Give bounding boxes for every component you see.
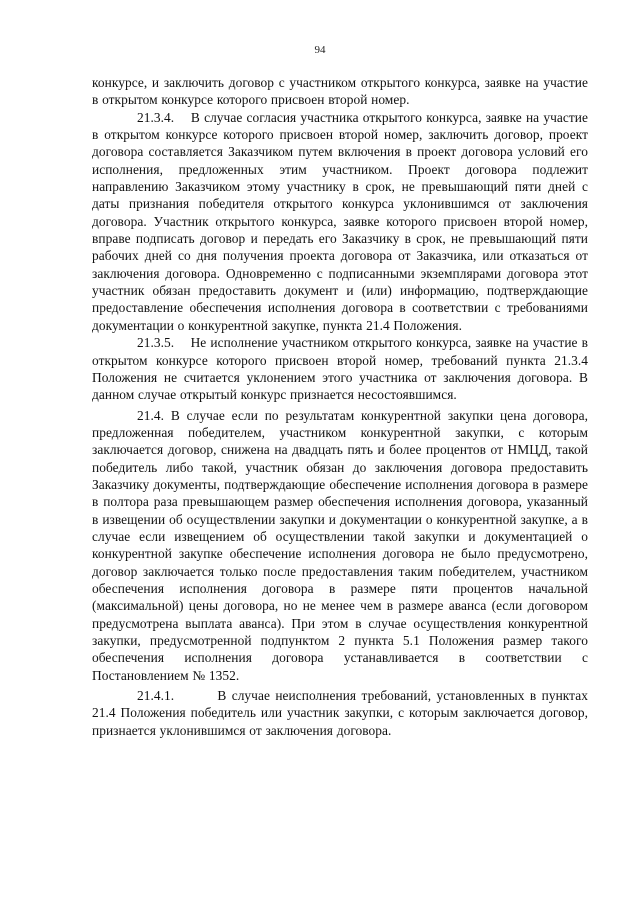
page-content [92,74,588,739]
paragraph-21-4-1: 21.4.1. В случае неисполнения требований, установленных в пунктах 21.4 Положения победитель или участник закупки, с которым заключается договор, признается уклонившимся от заключения договора. [92,688,588,738]
paragraph-continuation: конкурсе, и заключить договор с участником открытого конкурса, заявке на участие в открытом конкурсе которого присвоен второй номер. [92,75,588,108]
page-number: 94 [314,44,326,56]
paragraph-21-3-4: 21.3.4. В случае согласия участника открытого конкурса, заявке на участие в открытом конкурсе которого присвоен второй номер, заключить договор, проект договора составляется Заказчиком путем включения в проект договора условий его исполнения, предложенных этим участником. Проект договора подлежит направлению Заказчиком этому участнику в срок, не превышающий пяти дней с даты признания победителя открытого конкурса уклонившимся от заключения договора. Участник открытого конкурса, заявке которого присвоен второй номер, вправе подписать договор и передать его Заказчику в срок, не превышающий пяти рабочих дней со дня получения проекта договора от Заказчика, или отказаться от заключения договора. Одновременно с подписанными экземплярами договора этот участник обязан предоставить документ и (или) информацию, подтверждающие предоставление обеспечения исполнения договора в соответствии с требованиями документации о конкурентной закупке, пункта 21.4 Положения. [92,109,588,333]
paragraph-21-4: 21.4. В случае если по результатам конкурентной закупки цена договора, предложенная победителем, участником конкурентной закупки, с которым заключается договор, снижена на двадцать пять и более процентов от НМЦД, такой победитель либо такой, участник обязан до заключения договора предоставить Заказчику документы, подтверждающие обеспечение исполнения договора в размере в полтора раза превышающем размер обеспечения исполнения договора, указанный в извещении об осуществлении закупки и документации о конкурентной закупке, а в случае если извещением об осуществлении такой закупки и документацией о конкурентной закупке обеспечение исполнения договора не было предусмотрено, договор заключается только после предоставления таким победителем, участником обеспечения исполнения договора в размере пяти процентов начальной (максимальной) цены договора, но не менее чем в размере аванса (если договором предусмотрена выплата аванса). При этом в случае осуществления конкурентной закупки, предусмотренной подпунктом 2 пункта 5.1 Положения размер такого обеспечения исполнения договора устанавливается в соответствии с Постановлением № 1352. [92,407,588,683]
paragraph-21-3-5: 21.3.5. Не исполнение участником открытого конкурса, заявке на участие в открытом конкурсе которого присвоен второй номер, требований пункта 21.3.4 Положения не считается уклонением этого участника от заключения договора. В данном случае открытый конкурс признается несостоявшимся. [92,335,588,403]
